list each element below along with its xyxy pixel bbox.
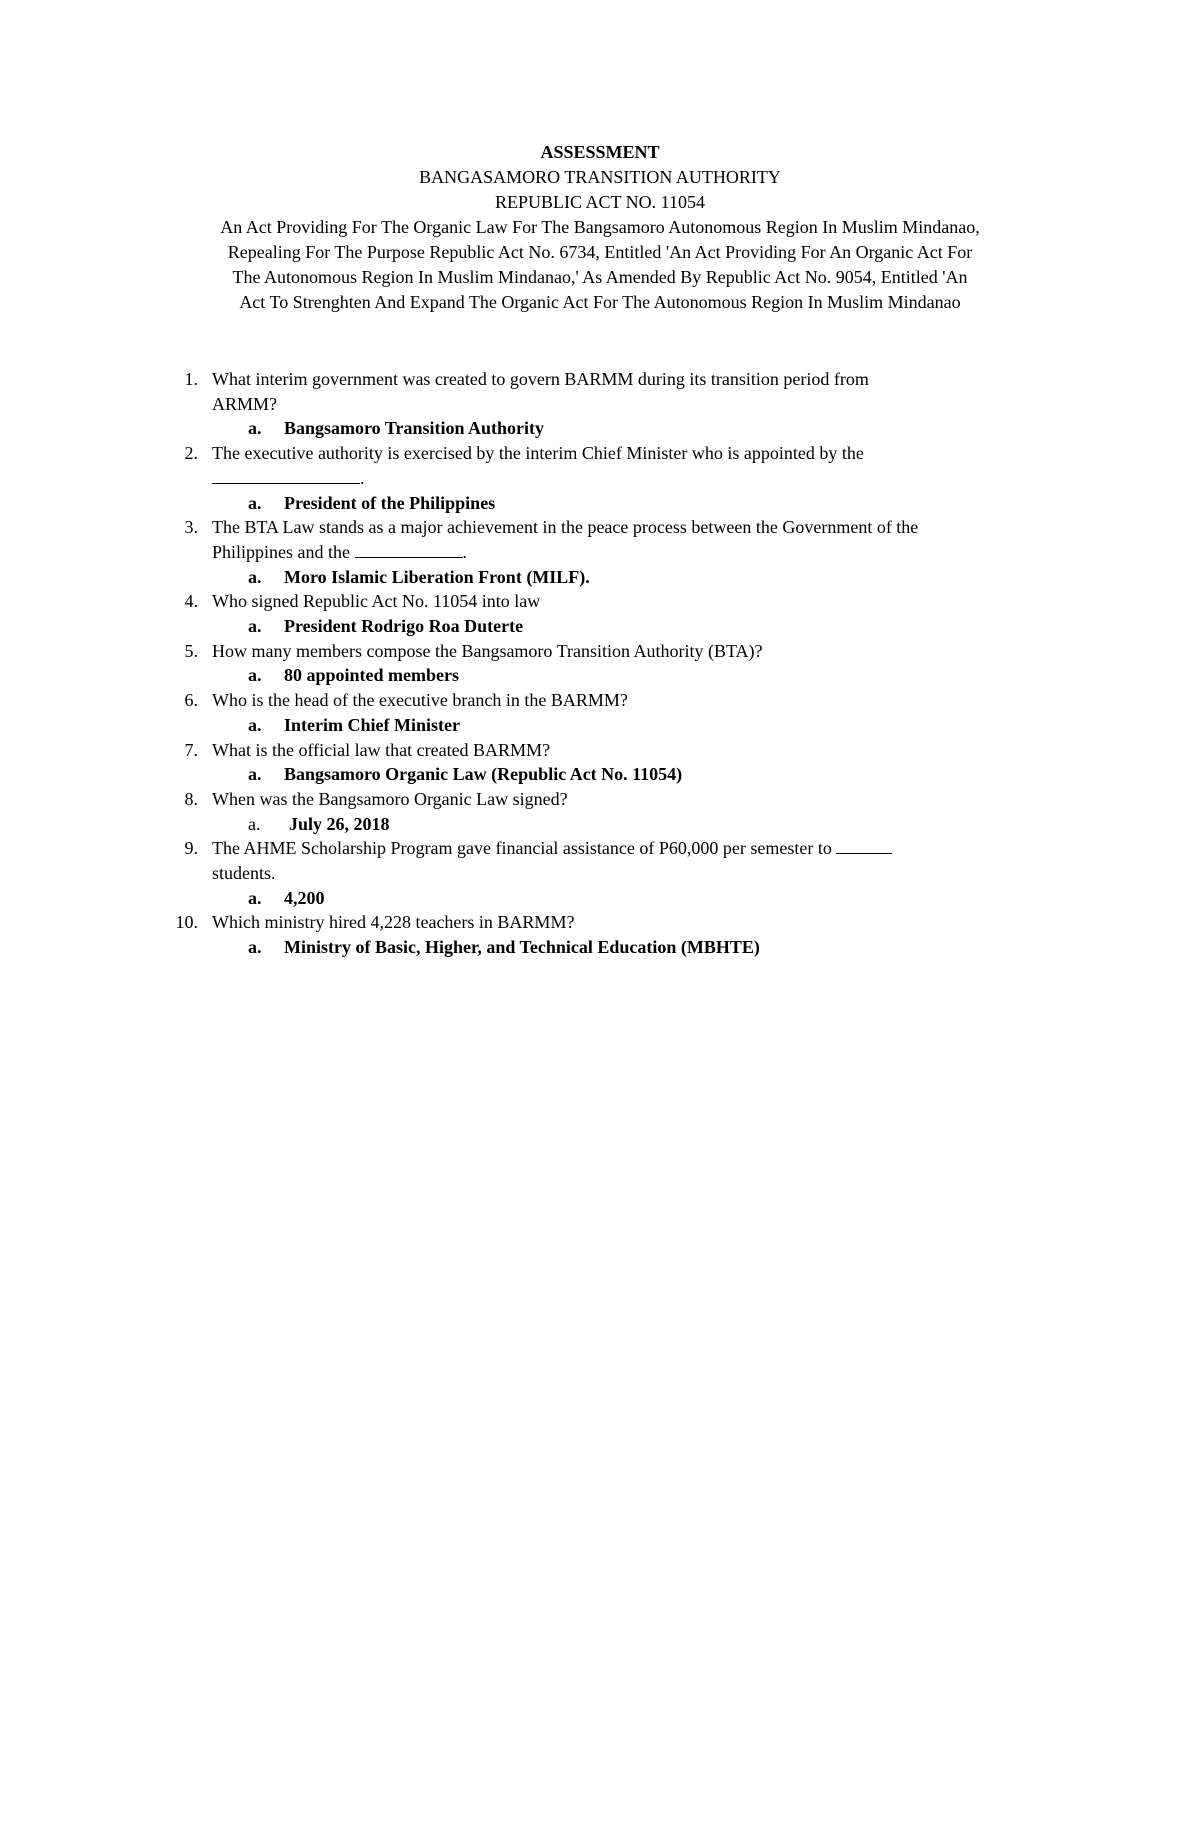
question-item (168, 589, 1068, 614)
blank-suffix: . (462, 541, 467, 562)
header-act-description-3: The Autonomous Region In Muslim Mindanao,' As Amended By Republic Act No. 9054, Entitled 'An (232, 267, 968, 287)
question-text: When was the Bangsamoro Organic Law signed? (212, 788, 568, 809)
answer-letter: a. (248, 616, 262, 637)
answer-letter: a. (248, 714, 262, 735)
question-item (168, 639, 1068, 664)
question-number: 1. (184, 369, 198, 389)
question-number: 9. (184, 838, 198, 859)
question-text: Who signed Republic Act No. 11054 into law (212, 591, 541, 612)
answer-item (168, 935, 1068, 960)
question-item (168, 910, 1068, 935)
question-text: How many members compose the Bangsamoro Transition Authority (BTA)? (212, 640, 763, 661)
question-text: The BTA Law stands as a major achievement in the peace process between the Government of the (212, 517, 919, 538)
answer-letter: a. (248, 418, 262, 439)
question-text: Which ministry hired 4,228 teachers in BARMM? (212, 912, 575, 933)
question-text-prefix: Philippines and the (212, 541, 350, 562)
question-item (168, 836, 1068, 885)
question-number: 3. (184, 517, 198, 538)
header-republic-act: REPUBLIC ACT NO. 11054 (494, 192, 706, 212)
answer-item (168, 886, 1068, 911)
question-text: What interim government was created to govern BARMM during its transition period from (212, 369, 869, 389)
answer-text: Bangsamoro Transition Authority (284, 418, 545, 439)
document-title: ASSESSMENT (540, 142, 660, 162)
answer-item (168, 565, 1068, 590)
question-text-continued (212, 466, 1068, 491)
question-text-prefix: The AHME Scholarship Program gave financial assistance of P60,000 per semester to (212, 838, 832, 859)
header-act-description-1: An Act Providing For The Organic Law For The Bangsamoro Autonomous Region In Muslim Mindanao, (220, 217, 980, 237)
answer-letter: a. (248, 566, 262, 587)
answer-text: Interim Chief Minister (284, 714, 460, 735)
answer-text: President Rodrigo Roa Duterte (284, 616, 524, 637)
answer-letter: a. (248, 492, 262, 513)
question-list (168, 367, 1068, 960)
question-item (168, 441, 1068, 490)
header-act-description-2: Repealing For The Purpose Republic Act No. 6734, Entitled 'An Act Providing For An Organic Act For (227, 242, 973, 262)
question-text (212, 836, 1068, 861)
question-item (168, 787, 1068, 812)
answer-letter: a. (248, 937, 262, 958)
answer-item (168, 713, 1068, 738)
answer-text: President of the Philippines (284, 492, 496, 513)
question-number: 6. (184, 690, 198, 711)
answer-blank (836, 836, 892, 854)
answer-item (168, 614, 1068, 639)
question-number: 4. (184, 591, 198, 612)
blank-suffix: . (360, 467, 365, 488)
answer-blank (355, 540, 463, 558)
question-number: 7. (184, 739, 198, 760)
header-act-description-4: Act To Strenghten And Expand The Organic Act For The Autonomous Region In Muslim Mindanao (239, 292, 961, 312)
question-text-continued: ARMM? (212, 393, 278, 414)
answer-text: 4,200 (284, 887, 325, 908)
question-item (168, 738, 1068, 763)
question-number: 10. (175, 912, 198, 933)
question-number: 2. (184, 443, 198, 464)
answer-item (168, 663, 1068, 688)
question-text: Who is the head of the executive branch in the BARMM? (212, 690, 628, 711)
question-number: 8. (184, 788, 198, 809)
answer-text: Bangsamoro Organic Law (Republic Act No. 11054) (284, 764, 683, 785)
question-text-continued: students. (212, 863, 276, 884)
question-text-continued (212, 540, 1068, 565)
document-header (130, 140, 1070, 315)
answer-text: July 26, 2018 (289, 813, 390, 834)
question-item (168, 515, 1068, 564)
question-number: 5. (184, 640, 198, 661)
question-item (168, 688, 1068, 713)
answer-item (168, 416, 1068, 441)
answer-item (168, 491, 1068, 516)
answer-letter: a. (248, 887, 262, 908)
answer-blank (212, 466, 360, 484)
question-text: The executive authority is exercised by the interim Chief Minister who is appointed by the (212, 443, 864, 464)
answer-text: 80 appointed members (284, 665, 459, 686)
answer-text: Moro Islamic Liberation Front (MILF). (284, 566, 590, 587)
answer-letter: a. (248, 813, 261, 834)
answer-item (168, 812, 1068, 837)
answer-letter: a. (248, 764, 262, 785)
question-item (168, 367, 1068, 416)
question-text: What is the official law that created BARMM? (212, 739, 551, 760)
answer-letter: a. (248, 665, 262, 686)
answer-text: Ministry of Basic, Higher, and Technical Education (MBHTE) (284, 937, 760, 958)
header-authority: BANGASAMORO TRANSITION AUTHORITY (419, 167, 781, 187)
answer-item (168, 762, 1068, 787)
